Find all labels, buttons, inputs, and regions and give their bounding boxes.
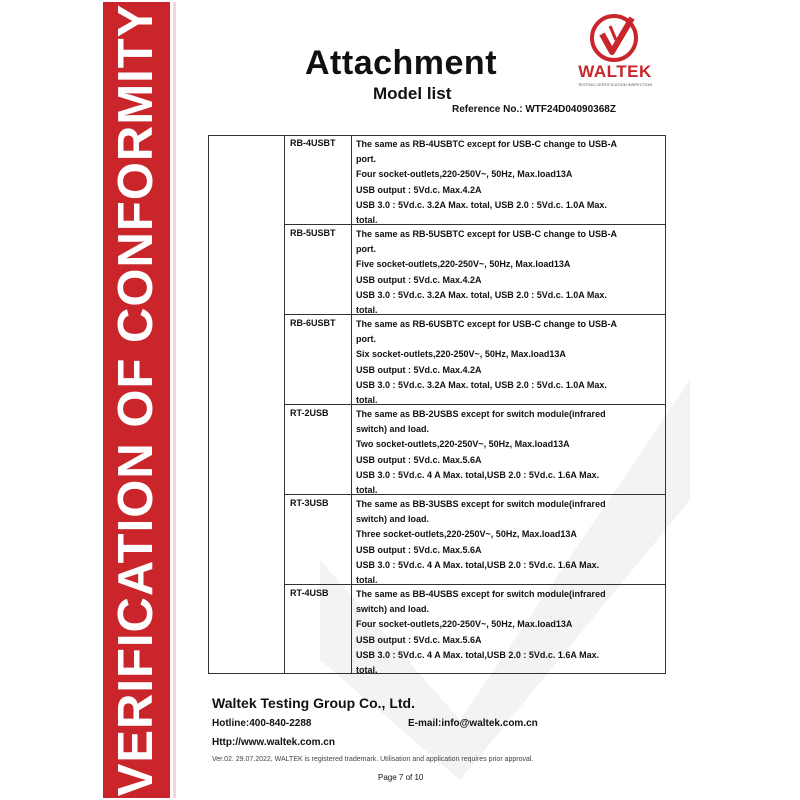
- website-text: Http://www.waltek.com.cn: [212, 737, 335, 748]
- model-name: RB-4USBT: [290, 138, 336, 148]
- description-line: Four socket-outlets,220-250V~, 50Hz, Max.load13A: [356, 169, 573, 180]
- model-name: RB-5USBT: [290, 228, 336, 238]
- description-line: USB 3.0 : 5Vd.c. 4 A Max. total,USB 2.0 : 5Vd.c. 1.6A Max.: [356, 559, 600, 570]
- table-row: [284, 225, 666, 315]
- page-title: Attachment: [305, 44, 498, 82]
- model-description: [356, 227, 656, 318]
- model-name: RT-3USB: [290, 498, 329, 508]
- model-description: [356, 587, 656, 678]
- table-row: [284, 495, 666, 585]
- description-line: Two socket-outlets,220-250V~, 50Hz, Max.load13A: [356, 439, 570, 450]
- description-line: The same as RB-5USBTC except for USB-C change to USB-A: [356, 229, 618, 239]
- reference-number: Reference No.: WTF24D04090368Z: [452, 104, 616, 115]
- description-line: USB output : 5Vd.c. Max.4.2A: [356, 274, 482, 285]
- description-line: Five socket-outlets,220-250V~, 50Hz, Max.load13A: [356, 259, 571, 270]
- description-line: USB 3.0 : 5Vd.c. 3.2A Max. total, USB 2.0 : 5Vd.c. 1.0A Max.: [356, 289, 607, 300]
- description-line: total.: [356, 305, 378, 316]
- description-line: USB 3.0 : 5Vd.c. 3.2A Max. total, USB 2.0 : 5Vd.c. 1.0A Max.: [356, 199, 607, 210]
- model-description: [356, 497, 656, 588]
- description-line: USB 3.0 : 5Vd.c. 3.2A Max. total, USB 2.0 : 5Vd.c. 1.0A Max.: [356, 379, 607, 390]
- table-row: [284, 135, 666, 225]
- hotline-text: Hotline:400-840-2288: [212, 718, 312, 729]
- model-name: RT-2USB: [290, 408, 329, 418]
- description-line: The same as BB-3USBS except for switch module(infrared: [356, 499, 606, 509]
- description-line: total.: [356, 215, 378, 226]
- description-line: Four socket-outlets,220-250V~, 50Hz, Max.load13A: [356, 619, 573, 630]
- model-name: RT-4USB: [290, 588, 329, 598]
- description-line: USB 3.0 : 5Vd.c. 4 A Max. total,USB 2.0 : 5Vd.c. 1.6A Max.: [356, 649, 600, 660]
- table-row: [284, 405, 666, 495]
- description-line: port.: [356, 244, 376, 255]
- email-text: E-mail:info@waltek.com.cn: [408, 718, 538, 729]
- description-line: Six socket-outlets,220-250V~, 50Hz, Max.load13A: [356, 349, 566, 360]
- description-line: Three socket-outlets,220-250V~, 50Hz, Max.load13A: [356, 529, 577, 540]
- model-description: [356, 317, 656, 408]
- logo-wordmark: WALTEK: [578, 62, 652, 81]
- waltek-logo: [570, 12, 660, 92]
- description-line: USB output : 5Vd.c. Max.4.2A: [356, 364, 482, 375]
- description-line: switch) and load.: [356, 514, 430, 525]
- banner-edge-strip: [173, 2, 176, 798]
- description-line: switch) and load.: [356, 424, 430, 435]
- table-row: [284, 585, 666, 674]
- table-row: [284, 315, 666, 405]
- model-description: [356, 407, 656, 498]
- description-line: total.: [356, 395, 378, 406]
- description-line: The same as BB-2USBS except for switch module(infrared: [356, 409, 606, 419]
- model-description: [356, 137, 656, 228]
- page-number: Page 7 of 10: [378, 773, 424, 782]
- description-line: The same as RB-6USBTC except for USB-C change to USB-A: [356, 319, 618, 329]
- logo-check-icon: [588, 12, 640, 64]
- description-line: The same as BB-4USBS except for switch module(infrared: [356, 589, 606, 599]
- description-line: USB output : 5Vd.c. Max.5.6A: [356, 634, 482, 645]
- description-line: port.: [356, 334, 376, 345]
- description-line: USB output : 5Vd.c. Max.4.2A: [356, 184, 482, 195]
- description-line: USB output : 5Vd.c. Max.5.6A: [356, 454, 482, 465]
- description-line: switch) and load.: [356, 604, 430, 615]
- version-note: Ver.02. 29.07.2022, WALTEK is registered trademark. Utilisation and application requires prior approval.: [212, 756, 534, 763]
- page-subtitle: Model list: [373, 84, 452, 103]
- description-line: USB 3.0 : 5Vd.c. 4 A Max. total,USB 2.0 : 5Vd.c. 1.6A Max.: [356, 469, 600, 480]
- banner-title: VERIFICATION OF CONFORMITY: [109, 3, 163, 797]
- logo-tagline: TESTING CERTIFICATION INSPECTION: [577, 82, 653, 87]
- description-line: port.: [356, 154, 376, 165]
- description-line: total.: [356, 665, 378, 676]
- model-name: RB-6USBT: [290, 318, 336, 328]
- description-line: The same as RB-4USBTC except for USB-C change to USB-A: [356, 139, 618, 149]
- description-line: total.: [356, 575, 378, 586]
- description-line: USB output : 5Vd.c. Max.5.6A: [356, 544, 482, 555]
- description-line: total.: [356, 485, 378, 496]
- company-name: Waltek Testing Group Co., Ltd.: [212, 695, 415, 711]
